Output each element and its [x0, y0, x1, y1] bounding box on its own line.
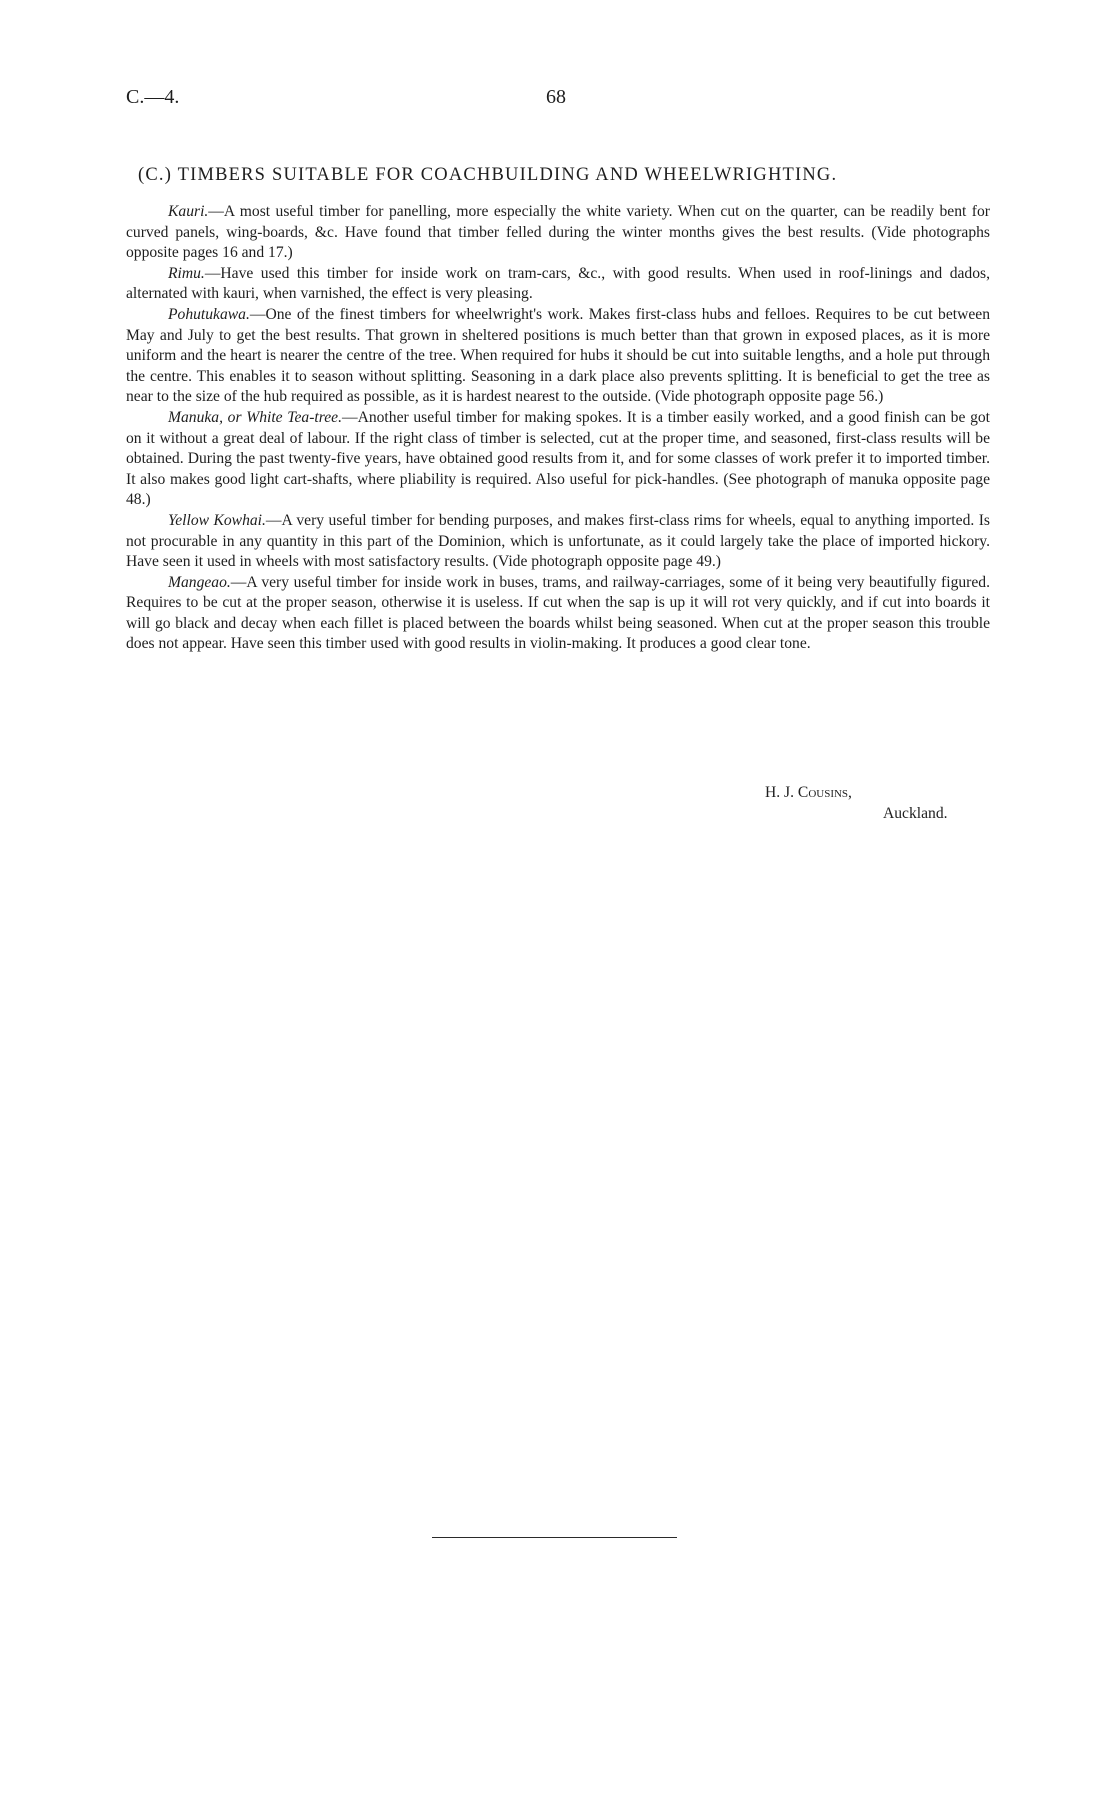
timber-description: —Another useful timber for making spokes. It is a timber easily worked, and a good finish can be got on it without a great deal of labour. If the right class of timber is selected, cut at the proper time, and seasoned, first-class results will be obtained. During the past twenty-five years, have obtained good results from it, and for some classes of work prefer it to imported timber. It also makes good light cart-shafts, where pliability is required. Also useful for pick-handles. (See photograph of manuka opposite page 48.)	[126, 408, 990, 509]
timber-name: Mangeao.	[168, 573, 231, 591]
timber-entry-yellow-kowhai	[126, 511, 990, 573]
timber-name: Pohutukawa.	[168, 305, 250, 323]
timber-entries	[126, 202, 990, 655]
page-header	[126, 86, 986, 116]
signature-block	[765, 782, 948, 824]
document-reference: C.—4.	[126, 86, 180, 108]
timber-description: —A most useful timber for panelling, more especially the white variety. When cut on the quarter, can be readily bent for curved panels, wing-boards, &c. Have found that timber felled during the winter months gives the best results. (Vide photographs opposite pages 16 and 17.)	[126, 203, 990, 262]
timber-entry-rimu	[126, 264, 990, 305]
timber-name: Rimu.	[168, 264, 205, 282]
section-title: (C.) TIMBERS SUITABLE FOR COACHBUILDING AND WHEELWRIGHTING.	[138, 165, 838, 185]
timber-entry-manuka	[126, 408, 990, 511]
timber-entry-mangeao	[126, 573, 990, 655]
timber-entry-pohutukawa	[126, 305, 990, 408]
timber-name: Yellow Kowhai.	[168, 511, 266, 529]
page-number: 68	[546, 86, 566, 108]
timber-description: —A very useful timber for inside work in buses, trams, and railway-carriages, some of it being very beautifully figured. Requires to be cut at the proper season, otherwise it is useless. If cut when the sap is up it will rot very quickly, and if cut into boards it will go black and decay when each fillet is placed between the boards whilst being seasoned. When cut at the proper season this trouble does not appear. Have seen this timber used with good results in violin-making. It produces a good clear tone.	[126, 573, 990, 653]
timber-description: —A very useful timber for bending purposes, and makes first-class rims for wheels, equal to anything imported. Is not procurable in any quantity in this part of the Dominion, which is unfortunate, as it could largely take the place of imported hickory. Have seen it used in wheels with most satisfactory results. (Vide photograph opposite page 49.)	[126, 511, 990, 571]
timber-name: Kauri.	[168, 203, 209, 220]
timber-entry-kauri	[126, 202, 990, 264]
closing-rule	[432, 1537, 677, 1538]
timber-description: —One of the finest timbers for wheelwright's work. Makes first-class hubs and felloes. Requires to be cut between May and July to get the best results. That grown in sheltered positions is much better than that grown in exposed places, as it is more uniform and the heart is nearer the centre of the tree. When required for hubs it should be cut into suitable lengths, and a hole put through the centre. This enables it to season without splitting. Seasoning in a dark place also prevents splitting. It is beneficial to get the tree as near to the size of the hub required as possible, as it is hardest nearest to the outside. (Vide photograph opposite page 56.)	[126, 305, 990, 406]
timber-name: Manuka, or White Tea-tree.	[168, 408, 342, 426]
signature-place: Auckland.	[883, 805, 948, 822]
timber-description: —Have used this timber for inside work on tram-cars, &c., with good results. When used in roof-linings and dados, alternated with kauri, when varnished, the effect is very pleasing.	[126, 264, 990, 303]
signature-author: H. J. Cousins,	[765, 784, 852, 801]
